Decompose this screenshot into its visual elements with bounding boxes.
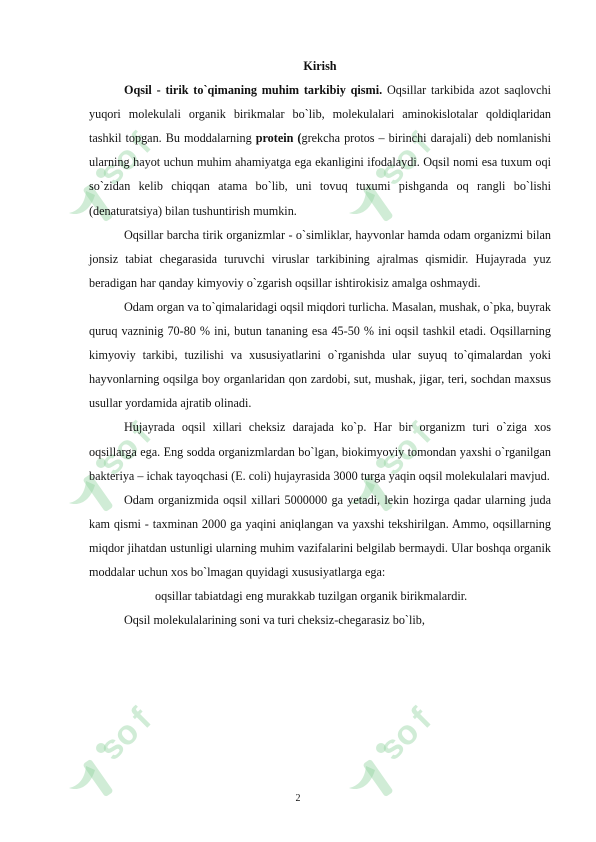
- paragraph-1-bold-term: protein (: [255, 131, 302, 146]
- paragraph-2: Oqsillar barcha tirik organizmlar - o`simliklar, hayvonlar hamda odam organizmi bilan jonsiz tabiat chegarasida turuvchi viruslar tarkibining ajralmas qismidir. Hujayrada yuz beradigan har qanday kimyoviy o`zgarish oqsillar ishtirokisiz amalga oshmaydi.: [89, 227, 551, 290]
- page-number: 2: [295, 793, 301, 804]
- paragraph-1-text-b: grekcha protos – birinchi darajali) deb nomlanishi ularning hayot uchun muhim ahamiyatga ega ekanligini ifodalaydi. Oqsil nomi esa tuxum oqi so`zidan kelib chiqqan atama bo`lib, uni tovuq tuxumi pishganda oq rangli bo`lishi (denaturatsiya) bilan tushuntirish mumkin.: [89, 131, 551, 218]
- paragraph-1-lead: Oqsil - tirik to`qimaning muhim tarkibiy qismi.: [124, 83, 383, 98]
- list-item: oqsillar tabiatdagi eng murakkab tuzilgan organik birikmalardir.: [155, 589, 468, 604]
- document-body: [89, 54, 551, 632]
- list-item: Oqsil molekulalarining soni va turi cheksiz-chegarasiz bo`lib,: [124, 613, 425, 628]
- paragraph-1-text-a: Oqsillar tarkibida azot saqlovchi yuqori molekulali organik birikmalar bo`lib, molekulalari aminokislotalar qoldiqlaridan tashkil topgan. Bu moddalarning: [89, 83, 551, 146]
- paragraph-3: Odam organ va to`qimalaridagi oqsil miqdori turlicha. Masalan, mushak, o`pka, buyrak quruq vazninig 70-80 % ini, butun tananing esa 45-50 % ini oqsil tashkil etadi. Oqsillarning kimyoviy tarkibi, tuzilishi va xususiyatlarini o`rganishda ular suyuq to`qimalardan yoki hayvonlarning oqsilga boy organlaridan qon zardobi, sut, mushak, jigar, teri, sochdan maxsus usullar yordamida ajratib olinadi.: [89, 299, 551, 411]
- paragraph-1: [89, 78, 551, 223]
- page-title: Kirish: [303, 59, 337, 73]
- paragraph-4: Hujayrada oqsil xillari cheksiz darajada ko`p. Har bir organizm turi o`ziga xos oqsillarga ega. Eng sodda organizmlardan bo`lgan, biokimyoviy tomondan yaxshi o`rganilgan bakteriya – ichak tayoqchasi (E. coli) hujayrasida 3000 turga yaqin oqsil molekulalari mavjud.: [89, 420, 551, 483]
- paragraph-5: Odam organizmida oqsil xillari 5000000 ga yetadi, lekin hozirga qadar ularning juda kam qismi - taxminan 2000 ga yaqini aniqlangan va yaxshi tekshirilgan. Ammo, oqsillarning miqdor jihatdan ustunligi ularning muhim vazifalarini belgilab bermaydi. Ular boshqa organik moddalar uchun xos bo`lmagan quyidagi xususiyatlarga ega:: [89, 492, 551, 579]
